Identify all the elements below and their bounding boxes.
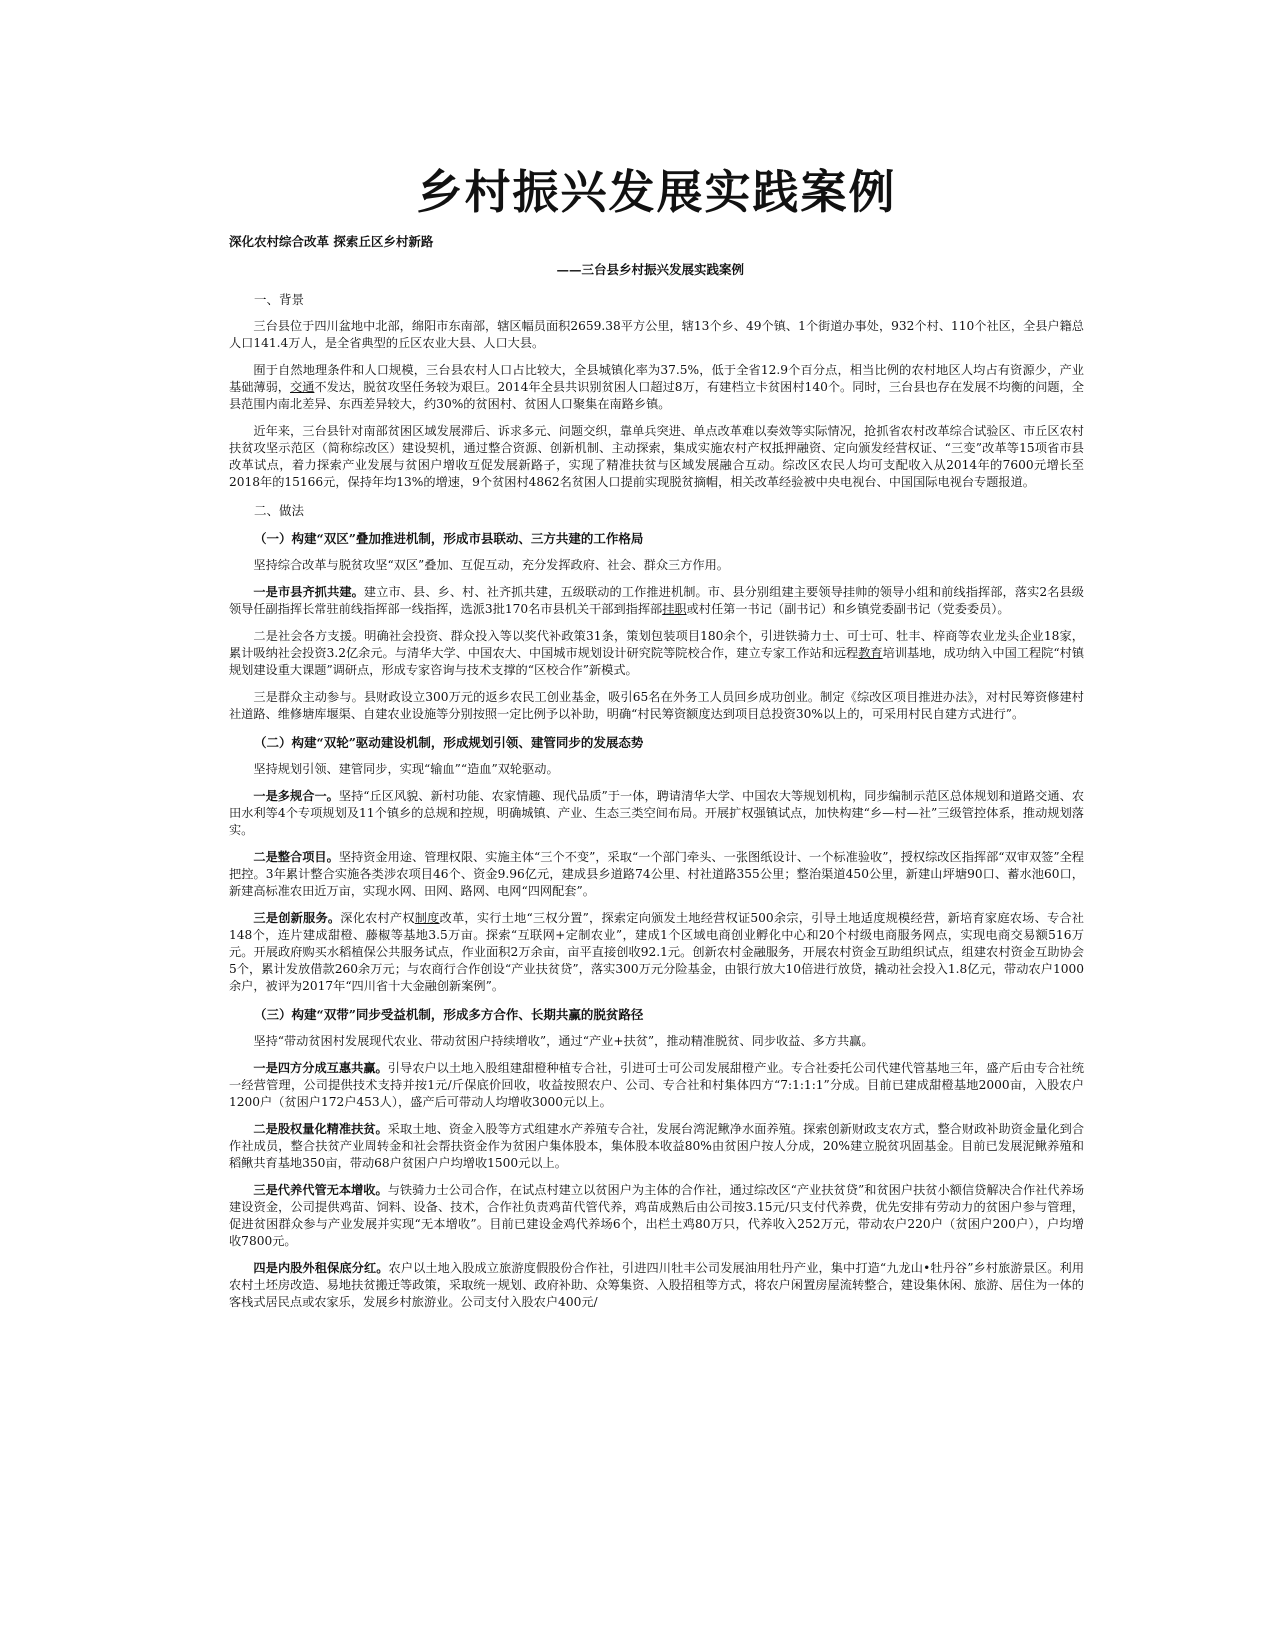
lead-text: 三是代养代管无本增收。 <box>253 1183 388 1197</box>
heading-shuangdai: （三）构建“双带”同步受益机制，形成多方合作、长期共赢的脱贫路径 <box>254 1007 644 1022</box>
lead-text: 四是内股外租保底分红。 <box>253 1261 389 1275</box>
lead-text: 一是四方分成互惠共赢。 <box>253 1061 388 1075</box>
lead-text: 三是创新服务。 <box>253 911 341 925</box>
underlined-text: 制度 <box>414 911 440 925</box>
paragraph-contract-raising <box>229 1182 1084 1250</box>
paragraph-shuangqu-intro: 坚持综合改革与脱贫攻坚“双区”叠加、互促互动，充分发挥政府、社会、群众三方作用。 <box>253 558 729 572</box>
text: 深化农村产权 <box>340 911 415 925</box>
text: 建立市、县、乡、村、社齐抓共建，五级联动的工作推进机制。市、县分别组建主要领导挂帅的领导小组和前线指挥部，落实2名县级领导任副指挥长常驻前线指挥部一线指挥，选派3批170名市县机关干部到指挥部 <box>229 585 1084 616</box>
underlined-text: 交通 <box>290 380 315 394</box>
paragraph-constraints <box>229 362 1084 413</box>
text: 囿于自然地理条件和人口规模，三台县农村人口占比较大，全县城镇化率为37.5%，低于全省12.9个百分点，相当比例的农村地区人均占有资源少，产业基础薄弱， <box>229 363 1084 394</box>
paragraph-public-participation: 三是群众主动参与。县财政设立300万元的返乡农民工创业基金，吸引65名在外务工人员回乡成功创业。制定《综改区项目推进办法》，对村民筹资修建村社道路、维修塘库堰渠、自建农业设施等分别按照一定比例予以补助，明确“村民筹资额度达到项目总投资30%以上的，可采用村民自建方式进行”。 <box>229 690 1084 721</box>
text: 采取土地、资金入股等方式组建水产养殖专合社，发展台湾泥鳅净水面养殖。探索创新财政支农方式，整合财政补助资金量化到合作社成员，整合扶贫产业周转金和社会帮扶资金作为贫困户集体股本，集体股本收益80%由贫困户按人分成，20%建立脱贫巩固基金。目前已发展泥鳅养殖和稻鳅共育基地350亩，带动68户贫困户户均增收1500元以上。 <box>229 1122 1085 1170</box>
paragraph-shuangdai-intro: 坚持“带动贫困村发展现代农业、带动贫困户持续增收”，通过“产业+扶贫”，推动精准脱贫、同步收益、多方共赢。 <box>253 1034 874 1048</box>
paragraph-four-party <box>229 1060 1084 1111</box>
paragraph-shuanglun-intro: 坚持规划引领、建管同步，实现“输血”“造血”双轮驱动。 <box>253 762 559 776</box>
paragraph-city-county <box>229 584 1084 618</box>
document-subtitle-case: ——三台县乡村振兴发展实践案例 <box>556 262 744 277</box>
paragraph-recent-years: 近年来，三台县针对南部贫困区域发展滞后、诉求多元、问题交织，靠单兵突进、单点改革难以奏效等实际情况，抢抓省农村改革综合试验区、市丘区农村扶贫攻坚示范区（简称综改区）建设契机，通过整合资源、创新机制、主动探索，集成实施农村产权抵押融资、定向颁发经营权证、“三变”改革等15项省市县改革试点，着力探索产业发展与贫困户增收互促发展新路子，实现了精准扶贫与区域发展融合互动。综改区农民人均可支配收入从2014年的7600元增长至2018年的15166元，保持年均13%的增速，9个贫困村4862名贫困人口提前实现脱贫摘帽，相关改革经验被中央电视台、中国国际电视台专题报道。 <box>229 424 1084 489</box>
lead-text: 二是股权量化精准扶贫。 <box>253 1122 388 1136</box>
document-subtitle: 深化农村综合改革 探索丘区乡村新路 <box>229 234 434 249</box>
lead-text: 二是整合项目。 <box>253 850 339 864</box>
lead-text: 一是多规合一。 <box>253 789 339 803</box>
underlined-text: 教育 <box>858 646 883 660</box>
heading-shuangqu: （一）构建“双区”叠加推进机制，形成市县联动、三方共建的工作格局 <box>254 531 644 546</box>
paragraph-equity-poverty <box>229 1121 1084 1172</box>
paragraph-county-overview: 三台县位于四川盆地中北部，绵阳市东南部，辖区幅员面积2659.38平方公里，辖13个乡、49个镇、1个街道办事处，932个村、110个社区，全县户籍总人口141.4万人，是全省典型的丘区农业大县、人口大县。 <box>229 319 1084 350</box>
paragraph-innovate-services <box>229 910 1084 995</box>
heading-shuanglun: （二）构建“双轮”驱动建设机制，形成规划引领、建管同步的发展态势 <box>254 735 644 750</box>
text: 二是社会各方支援。明确社会投资、群众投入等以奖代补政策31条，策划包装项目180余个，引进铁骑力士、可士可、牡丰、梓商等农业龙头企业18家，累计吸纳社会投资3.2亿余元。与清华大学、中国农大、中国城市规划设计研究院等院校合作，建立专家工作站和远程 <box>229 629 1084 660</box>
section-methods: 二、做法 <box>254 503 305 518</box>
paragraph-internal-shares <box>229 1260 1084 1311</box>
text: 改革，实行土地“三权分置”，探索定向颁发土地经营权证500余宗，引导土地适度规模经营，新培育家庭农场、专合社148个，连片建成甜橙、藤椒等基地3.5万亩。探索“互联网+定制农业”，建成1个区域电商创业孵化中心和20个村级电商服务网点，实现电商交易额516万元。开展政府购买水稻植保公共服务试点，作业面积2万余亩，亩平直接创收92.1元。创新农村金融服务，开展农村资金互助组织试点，组建农村资金互助协会5个，累计发放借款260余万元；与农商行合作创设“产业扶贫贷”，落实300万元分险基金，由银行放大10倍进行放贷，撬动社会投入1.8亿元，带动农户1000余户，被评为2017年“四川省十大金融创新案例”。 <box>229 911 1084 993</box>
document-body <box>229 162 1084 1321</box>
section-background: 一、背景 <box>254 292 305 307</box>
underlined-text: 挂职 <box>662 602 687 616</box>
text: 坚持资金用途、管理权限、实施主体“三个不变”，采取“一个部门牵头、一张图纸设计、一个标准验收”，授权综改区指挥部“双审双签”全程把控。3年累计整合实施各类涉农项目46个、资金9.96亿元，建成县乡道路74公里、村社道路355公里；整治渠道450公里，新建山坪塘90口、蓄水池60口，新建高标准农田近万亩，实现水网、田网、路网、电网“四网配套”。 <box>229 850 1084 898</box>
text: 引导农户以土地入股组建甜橙种植专合社，引进可士可公司发展甜橙产业。专合社委托公司代建代管基地三年，盛产后由专合社统一经营管理，公司提供技术支持并按1元/斤保底价回收，收益按照农户、公司、专合社和村集体四方“7:1:1:1”分成。目前已建成甜橙基地2000亩，入股农户1200户（贫困户172户453人），盛产后可带动人均增收3000元以上。 <box>229 1061 1085 1109</box>
text: 与铁骑力士公司合作，在试点村建立以贫困户为主体的合作社，通过综改区“产业扶贫贷”和贫困户扶贫小额信贷解决合作社代养场建设资金，公司提供鸡苗、饲料、设备、技术，合作社负责鸡苗代管代养，鸡苗成熟后由公司按3.15元/只支付代养费，优先安排有劳动力的贫困户参与管理，促进贫困群众参与产业发展并实现“无本增收”。目前已建设金鸡代养场6个，出栏土鸡80万只，代养收入252万元，带动农户220户（贫困户200户），户均增收7800元。 <box>229 1183 1085 1248</box>
lead-text: 一是市县齐抓共建。 <box>253 585 364 599</box>
text: 或村任第一书记（副书记）和乡镇党委副书记（党委委员）。 <box>686 602 1010 616</box>
paragraph-integrate-projects <box>229 849 1084 900</box>
text: 不发达，脱贫攻坚任务较为艰巨。2014年全县共识别贫困人口超过8万，有建档立卡贫困村140个。同时，三台县也存在发展不均衡的问题，全县范围内南北差异、东西差异较大，约30%的贫困村、贫困人口聚集在南路乡镇。 <box>229 380 1084 411</box>
paragraph-social-support <box>229 628 1084 679</box>
text: 农户以土地入股成立旅游度假股份合作社，引进四川牡丰公司发展油用牡丹产业，集中打造“九龙山•牡丹谷”乡村旅游景区。利用农村土坯房改造、易地扶贫搬迁等政策，采取统一规划、政府补助、众筹集资、入股招租等方式，将农户闲置房屋流转整合，建设集休闲、旅游、居住为一体的客栈式居民点或农家乐，发展乡村旅游业。公司支付入股农户400元/ <box>229 1261 1085 1309</box>
text: 坚持“丘区风貌、新村功能、农家情趣、现代品质”于一体，聘请清华大学、中国农大等规划机构，同步编制示范区总体规划和道路交通、农田水利等4个专项规划及11个镇乡的总规和控规，明确城镇、产业、生态三类空间布局。开展扩权强镇试点，加快构建“乡—村—社”三级管控体系，推动规划落实。 <box>229 789 1085 837</box>
text: 培训基地，成功纳入中国工程院“村镇规划建设重大课题”调研点，形成专家咨询与技术支撑的“区校合作”新模式。 <box>229 646 1085 677</box>
document-title: 乡村振兴发展实践案例 <box>416 165 897 219</box>
paragraph-multi-plan <box>229 788 1084 839</box>
